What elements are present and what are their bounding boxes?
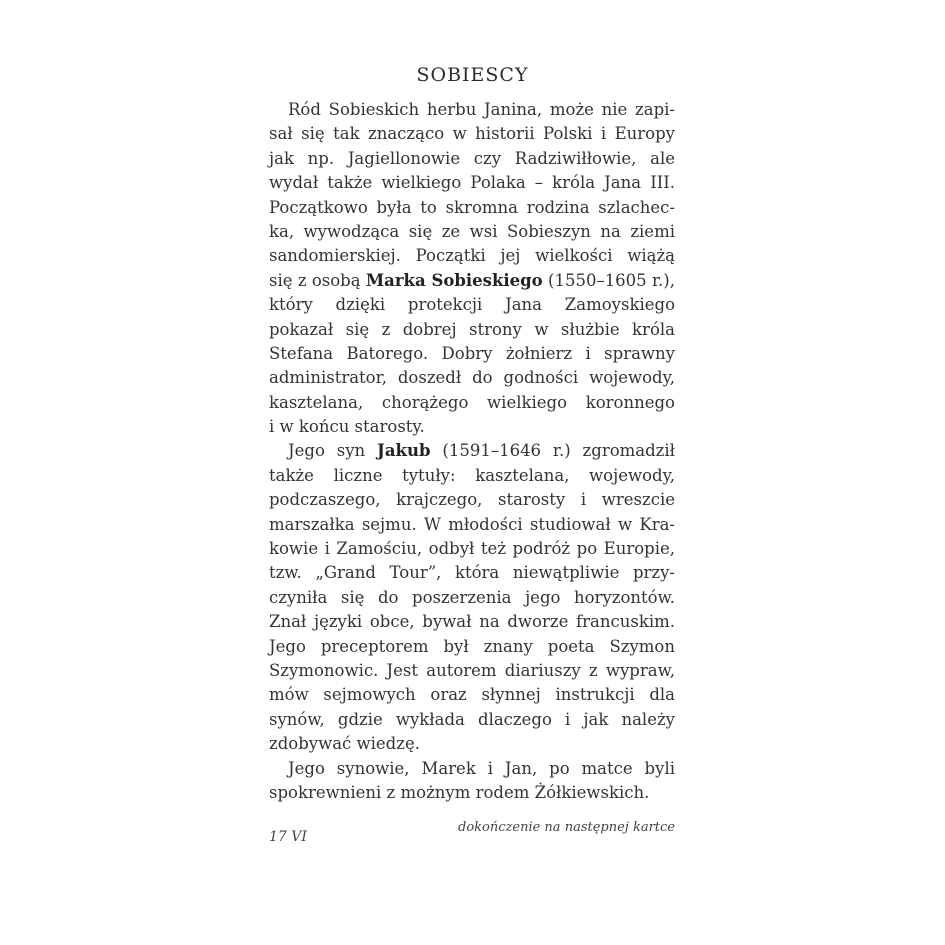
text-segment: pokazał się z dobrej strony w służbie króla: [269, 319, 675, 339]
text-line: [269, 635, 675, 659]
text-line: [269, 147, 675, 171]
text-line: [269, 757, 675, 781]
text-line: [269, 293, 675, 317]
text-segment: się z osobą: [269, 270, 366, 290]
text-line: [269, 781, 675, 805]
text-line: [269, 513, 675, 537]
text-line: [269, 439, 675, 463]
text-segment: Jego synowie, Marek i Jan, po matce byli: [288, 758, 675, 778]
text-segment: kasztelana, chorążego wielkiego koronnego: [269, 392, 675, 412]
text-segment: Początkowo była to skromna rodzina szlachec-: [269, 197, 675, 217]
text-line: [269, 366, 675, 390]
text-line: [269, 98, 675, 122]
text-segment: i w końcu starosty.: [269, 417, 425, 437]
text-line: [269, 244, 675, 268]
text-line: [269, 537, 675, 561]
text-segment: wydał także wielkiego Polaka – króla Jana III.: [269, 173, 675, 193]
text-segment: Szymonowic. Jest autorem diariuszy z wypraw,: [269, 660, 675, 680]
text-segment: Jego preceptorem był znany poeta Szymon: [269, 636, 675, 656]
text-line: [269, 561, 675, 585]
text-line: [269, 318, 675, 342]
text-segment: zdobywać wiedzę.: [269, 734, 420, 754]
text-segment: marszałka sejmu. W młodości studiował w Kra-: [269, 514, 675, 534]
bold-name: Jakub: [377, 441, 431, 461]
text-segment: (1550–1605 r.),: [542, 270, 675, 290]
text-line: [269, 415, 675, 439]
page-date: 17 VI: [269, 829, 307, 845]
text-line: [269, 683, 675, 707]
text-line: [269, 269, 675, 293]
text-line: [269, 708, 675, 732]
text-line: [269, 342, 675, 366]
text-line: [269, 171, 675, 195]
text-segment: jak np. Jagiellonowie czy Radziwiłłowie, ale: [269, 148, 675, 168]
text-segment: czyniła się do poszerzenia jego horyzontów.: [269, 587, 675, 607]
text-segment: Jego syn: [288, 441, 378, 461]
text-segment: (1591–1646 r.) zgromadził: [430, 441, 676, 461]
text-segment: Znał języki obce, bywał na dworze francuskim.: [269, 612, 675, 632]
bold-name: Marka Sobieskiego: [365, 270, 543, 290]
text-segment: który dzięki protekcji Jana Zamoyskiego: [269, 295, 675, 315]
text-segment: tzw. „Grand Tour”, która niewątpliwie przy-: [269, 563, 675, 583]
text-line: [269, 610, 675, 634]
paragraph: [269, 757, 675, 806]
text-segment: administrator, doszedł do godności wojewody,: [269, 368, 675, 388]
article-body: [269, 98, 675, 805]
text-line: [269, 659, 675, 683]
text-segment: sał się tak znacząco w historii Polski i Europy: [269, 124, 675, 144]
text-segment: synów, gdzie wykłada dlaczego i jak należy: [269, 709, 675, 729]
text-segment: spokrewnieni z możnym rodem Żółkiewskich.: [269, 782, 650, 802]
text-line: [269, 122, 675, 146]
text-segment: także liczne tytuły: kasztelana, wojewody,: [269, 465, 675, 485]
text-line: [269, 196, 675, 220]
continuation-note: dokończenie na następnej kartce: [458, 820, 675, 835]
text-segment: mów sejmowych oraz słynnej instrukcji dla: [269, 685, 675, 705]
text-line: [269, 220, 675, 244]
text-line: [269, 391, 675, 415]
text-line: [269, 464, 675, 488]
page-title: SOBIESCY: [416, 64, 529, 86]
text-segment: podczaszego, krajczego, starosty i wreszcie: [269, 490, 675, 510]
paragraph: [269, 98, 675, 439]
paragraph: [269, 439, 675, 756]
text-segment: Stefana Batorego. Dobry żołnierz i sprawny: [269, 343, 675, 363]
text-segment: Ród Sobieskich herbu Janina, może nie zapi-: [288, 100, 675, 119]
text-segment: kowie i Zamościu, odbył też podróż po Europie,: [269, 539, 675, 559]
text-segment: ka, wywodząca się ze wsi Sobieszyn na ziemi: [269, 221, 675, 241]
text-line: [269, 488, 675, 512]
text-line: [269, 732, 675, 756]
text-line: [269, 586, 675, 610]
text-segment: sandomierskiej. Początki jej wielkości wiążą: [269, 246, 675, 266]
